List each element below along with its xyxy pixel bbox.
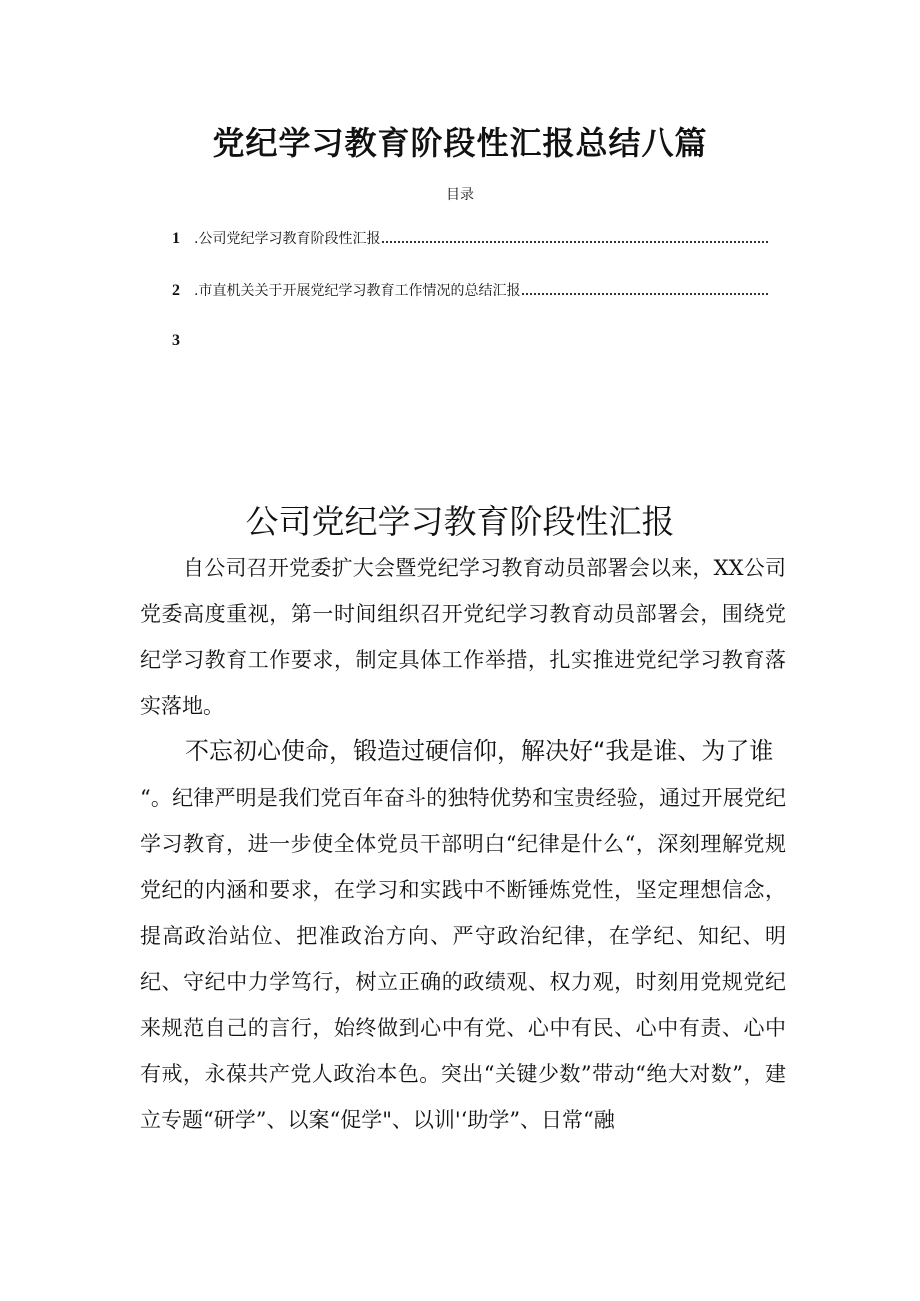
toc-item-3[interactable] (172, 332, 180, 350)
paragraph-body (140, 728, 786, 1143)
toc-item-number: 1 (172, 230, 180, 247)
paragraph-intro: 自公司召开党委扩大会暨党纪学习教育动员部署会以来，XX公司党委高度重视，第一时间组织召开党纪学习教育动员部署会，围绕党纪学习教育工作要求，制定具体工作举措，扎实推进党纪学习教育落实落地。 (140, 556, 786, 718)
toc-item-text: .市直机关关于开展党纪学习教育工作情况的总结汇报 (194, 283, 521, 299)
toc-dot-leader (522, 292, 768, 295)
toc-item-number: 2 (172, 282, 180, 299)
toc-item-2[interactable] (172, 278, 768, 300)
paragraph-lead-heading: 不忘初心使命，锻造过硬信仰，解决好“我是谁、为了谁 (185, 737, 774, 765)
toc-dot-leader (382, 240, 768, 243)
paragraph-body-text: “。纪律严明是我们党百年奋斗的独特优势和宝贵经验，通过开展党纪学习教育，进一步使全体党员干部明白“纪律是什么“，深刻理解党规党纪的内涵和要求，在学习和实践中不断锤炼党性，坚定理想信念，提高政治站位、把准政治方向、严守政治纪律，在学纪、知纪、明纪、守纪中力学笃行，树立正确的政绩观、权力观，时刻用党规党纪来规范自己的言行，始终做到心中有党、心中有民、心中有责、心中有戒，永葆共产党人政治本色。突出“关键少数”带动“绝大对数”，建立专题“研学”、以案“促学"、以训'‘助学”、日常“融 (140, 786, 786, 1132)
toc-item-1[interactable] (172, 226, 768, 248)
toc-item-text: .公司党纪学习教育阶段性汇报 (194, 231, 381, 247)
section-title: 公司党纪学习教育阶段性汇报 (245, 502, 675, 541)
toc-item-number: 3 (172, 332, 180, 349)
toc-heading: 目录 (446, 187, 474, 203)
document-title: 党纪学习教育阶段性汇报总结八篇 (212, 124, 708, 162)
